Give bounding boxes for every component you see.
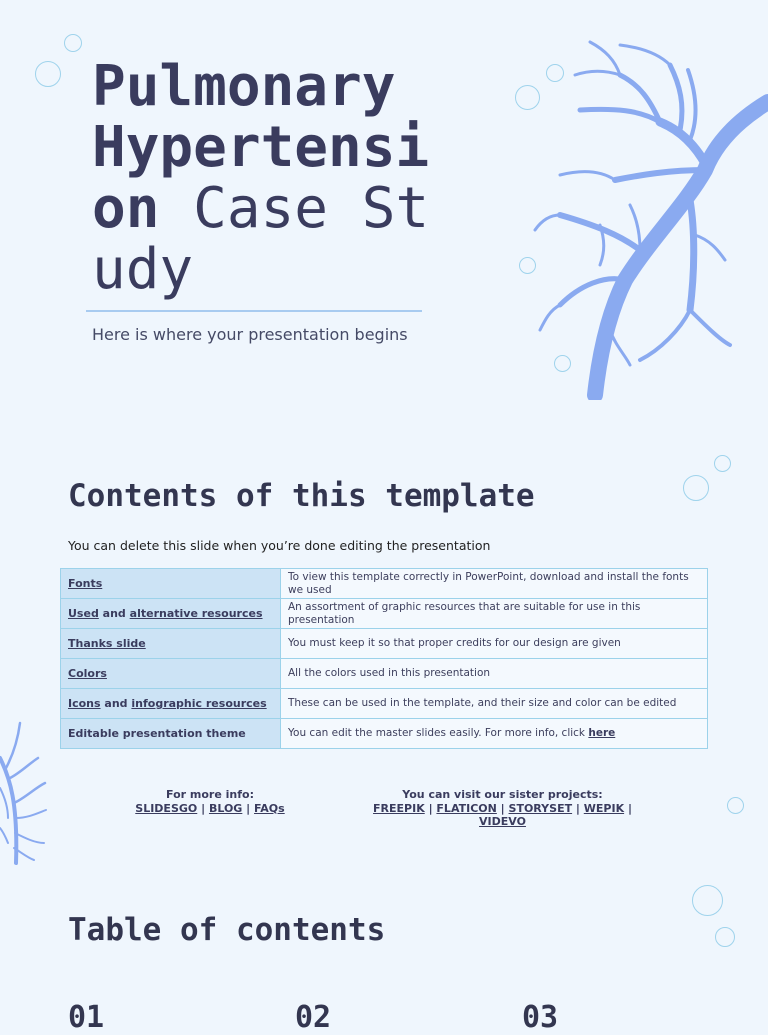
- small-vessel-illustration: [0, 718, 52, 868]
- decorative-bubble: [692, 885, 723, 916]
- toc-heading: Table of contents: [68, 912, 386, 948]
- infographic-resources-link[interactable]: infographic resources: [131, 697, 267, 710]
- title-divider: [86, 310, 422, 312]
- here-link[interactable]: here: [588, 727, 616, 739]
- table-row: Fonts To view this template correctly in PowerPoint, download and install the fonts we used: [61, 569, 708, 599]
- decorative-bubble: [554, 355, 571, 372]
- blog-link[interactable]: BLOG: [208, 801, 243, 815]
- sister-projects-block: You can visit our sister projects: FREEPIK | FLATICON | STORYSET | WEPIK | VIDEVO: [373, 788, 632, 828]
- table-row: Thanks slide You must keep it so that proper credits for our design are given: [61, 629, 708, 659]
- more-info-block: For more info: SLIDESGO | BLOG | FAQs: [135, 788, 285, 815]
- toc-number-2: 02: [295, 1000, 332, 1035]
- decorative-bubble: [519, 257, 536, 274]
- decorative-bubble: [546, 64, 564, 82]
- freepik-link[interactable]: FREEPIK: [373, 801, 425, 815]
- decorative-bubble: [715, 927, 735, 947]
- decorative-bubble: [683, 475, 709, 501]
- contents-note: You can delete this slide when you’re done editing the presentation: [68, 538, 491, 553]
- colors-link[interactable]: Colors: [68, 667, 107, 680]
- toc-number-3: 03: [522, 1000, 559, 1035]
- faqs-link[interactable]: FAQs: [254, 801, 285, 815]
- blood-vessel-illustration: [520, 30, 768, 400]
- contents-heading: Contents of this template: [68, 478, 535, 514]
- used-link[interactable]: Used: [68, 607, 99, 620]
- flaticon-link[interactable]: FLATICON: [436, 801, 497, 815]
- decorative-bubble: [515, 85, 540, 110]
- storyset-link[interactable]: STORYSET: [508, 801, 573, 815]
- fonts-link[interactable]: Fonts: [68, 577, 103, 590]
- decorative-bubble: [714, 455, 731, 472]
- resources-table: [60, 568, 708, 749]
- decorative-bubble: [35, 61, 61, 87]
- presentation-title: Pulmonary Hypertension Case Study: [92, 54, 430, 302]
- thanks-slide-link[interactable]: Thanks slide: [68, 637, 146, 650]
- wepik-link[interactable]: WEPIK: [583, 801, 625, 815]
- presentation-subtitle: Here is where your presentation begins: [92, 325, 408, 344]
- table-row: Colors All the colors used in this presentation: [61, 659, 708, 689]
- alternative-resources-link[interactable]: alternative resources: [129, 607, 263, 620]
- table-row: Editable presentation theme You can edit the master slides easily. For more info, click here: [61, 719, 708, 749]
- videvo-link[interactable]: VIDEVO: [479, 815, 526, 828]
- slidesgo-link[interactable]: SLIDESGO: [135, 801, 198, 815]
- table-row: Used and alternative resources An assortment of graphic resources that are suitable for use in this presentation: [61, 599, 708, 629]
- icons-link[interactable]: Icons: [68, 697, 101, 710]
- decorative-bubble: [727, 797, 744, 814]
- table-row: Icons and infographic resources These can be used in the template, and their size and color can be edited: [61, 689, 708, 719]
- decorative-bubble: [64, 34, 82, 52]
- toc-number-1: 01: [68, 1000, 105, 1035]
